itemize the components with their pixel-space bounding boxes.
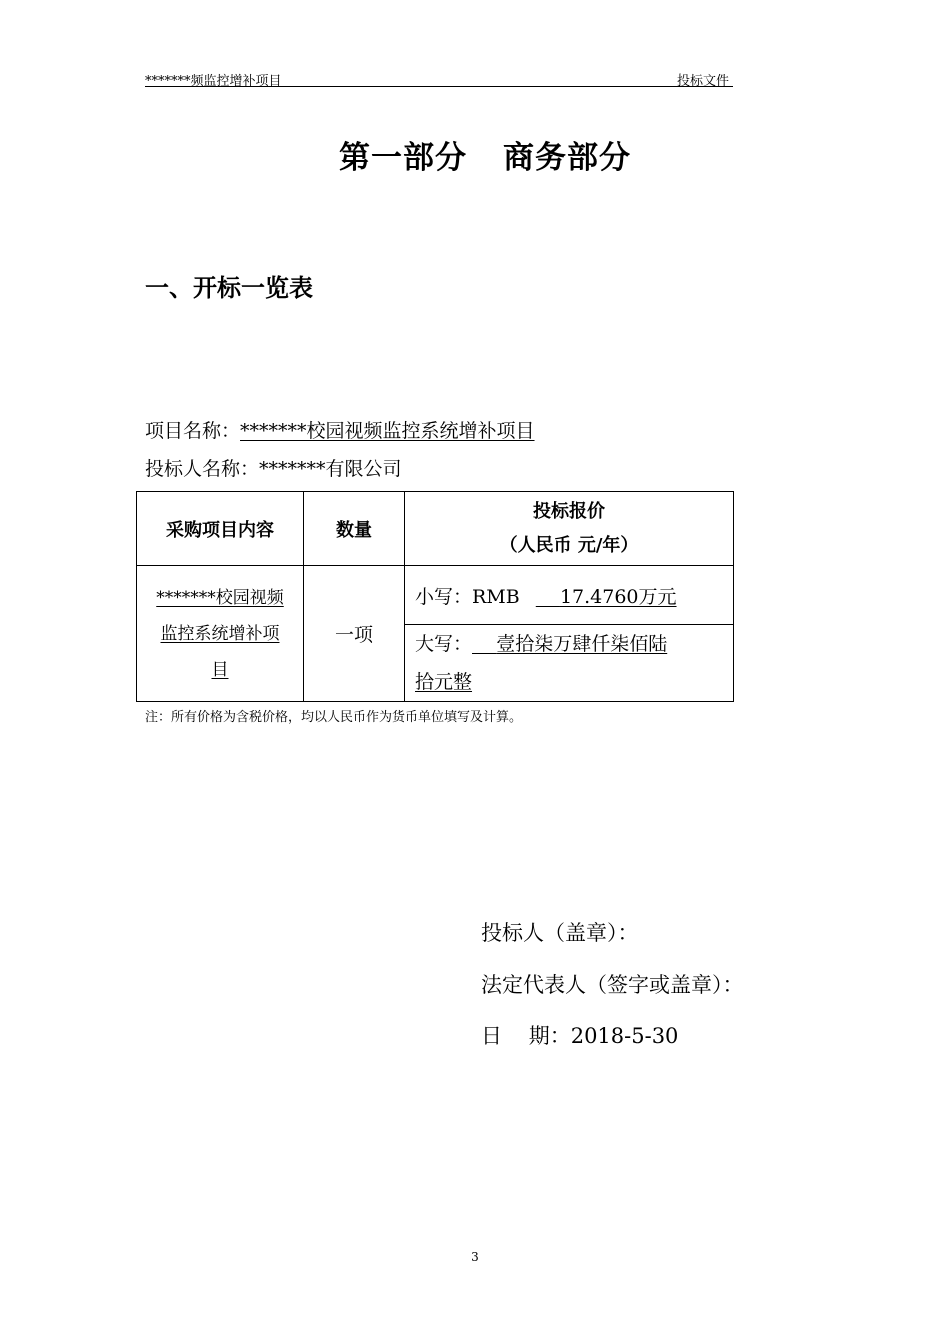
table-header-row	[137, 492, 734, 566]
header-price-unit: （人民币 元/年）	[499, 534, 639, 556]
price-big-value-1: 壹拾柒万肆仟柒佰陆	[496, 633, 668, 655]
bid-summary-table	[136, 491, 734, 702]
price-small-value: 17.4760万元	[559, 585, 677, 608]
header-divider	[145, 86, 733, 87]
item-line: 监控系统增补项	[160, 623, 280, 644]
price-big-value-2: 拾元整	[415, 671, 473, 693]
price-small-label: 小写：RMB	[415, 585, 520, 608]
bidder-seal-line: 投标人（盖章）：	[481, 921, 639, 945]
price-small	[405, 566, 734, 625]
bidder-name-label: 投标人名称：	[145, 458, 260, 480]
part-title-number: 第一部分	[339, 140, 467, 176]
header-doc-type: 投标文件	[677, 74, 730, 89]
item-line: *******校园视频	[156, 587, 284, 608]
header-project-name: *******频监控增补项目	[145, 74, 282, 89]
date-label: 日 期：	[481, 1024, 571, 1048]
project-name-label: 项目名称：	[145, 420, 241, 442]
date-line	[481, 1020, 678, 1050]
price-note: 注：所有价格为含税价格，均以人民币作为货币单位填写及计算。	[145, 710, 523, 725]
item-line: 目	[211, 659, 229, 680]
price-big-label: 大写：	[415, 633, 473, 655]
bidder-name-value: *******有限公司	[259, 458, 402, 480]
item-content	[137, 566, 304, 702]
page-number: 3	[471, 1250, 479, 1264]
price-big	[405, 625, 734, 702]
project-name-value: *******校园视频监控系统增补项目	[240, 420, 535, 442]
item-quantity: 一项	[304, 566, 405, 702]
table-row	[137, 566, 734, 625]
price-big-value-wrap	[472, 633, 667, 655]
header-price-title: 投标报价	[533, 500, 605, 522]
header-qty: 数量	[304, 492, 405, 566]
part-title-name: 商务部分	[503, 140, 631, 176]
project-name-line	[145, 416, 535, 443]
header-item: 采购项目内容	[137, 492, 304, 566]
header-price	[405, 492, 734, 566]
part-title	[0, 132, 950, 177]
section-title: 一、开标一览表	[145, 274, 313, 302]
legal-rep-line: 法定代表人（签字或盖章）：	[481, 973, 744, 997]
date-value: 2018-5-30	[570, 1024, 679, 1048]
bidder-name-line	[145, 454, 402, 481]
price-small-value-wrap	[526, 586, 677, 608]
